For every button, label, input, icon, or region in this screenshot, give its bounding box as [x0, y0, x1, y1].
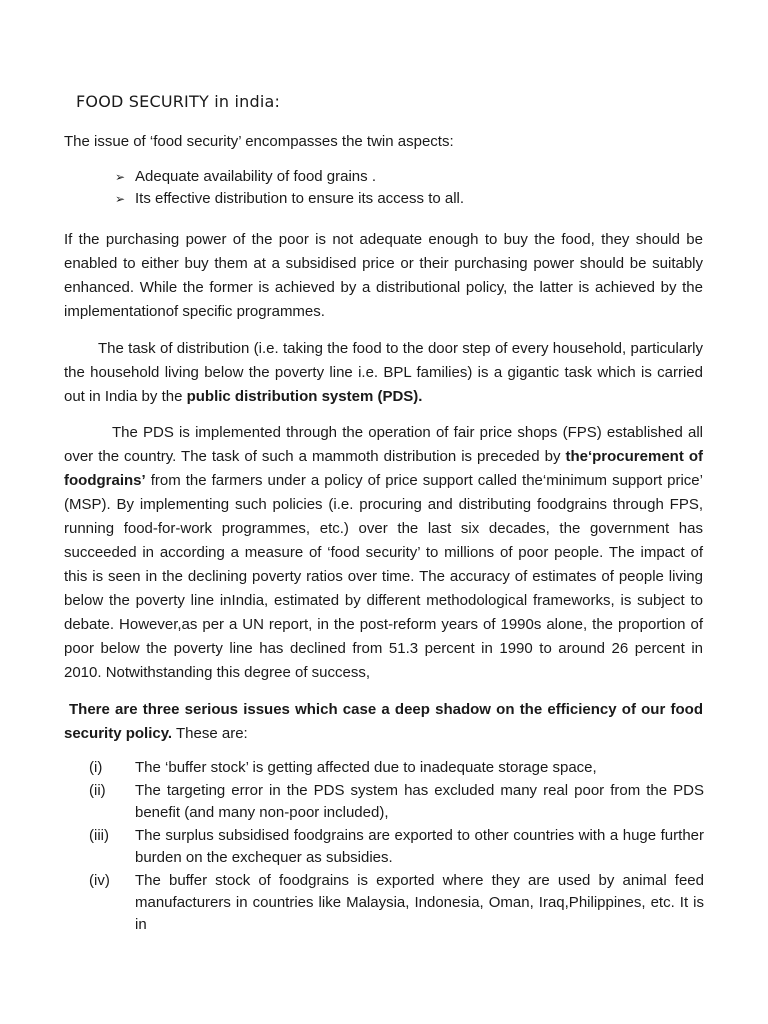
list-item: (iv) The buffer stock of foodgrains is exported where they are used by animal feed manufacturers in countries like Malaysia, Indonesia, Oman, Iraq,Philippines, etc. It is in [89, 872, 704, 933]
issues-list [89, 757, 704, 937]
paragraph-purchasing-power: If the purchasing power of the poor is not adequate enough to buy the food, they should be enabled to either buy them at a subsidised price or their purchasing power should be suitably enhanced. While the former is achieved by a distributional policy, the latter is achieved by the implementationof specific programmes. [64, 231, 703, 320]
paragraph-pds: The PDS is implemented through the operation of fair price shops (FPS) established all over the country. The task of such a mammoth distribution is preceded by the‘procurement of foodgrains’ from the farmers under a policy of price support called the‘minimum support price’ (MSP). By implementing such policies (i.e. procuring and distributing foodgrains through FPS, running food-for-work programmes, etc.) over the last six decades, the government has succeeded in according a measure of ‘food security’ to millions of poor people. The impact of this is seen in the declining poverty ratios over time. The accuracy of estimates of people living below the poverty line inIndia, estimated by different methodological frameworks, is subject to debate. However,as per a UN report, in the post-reform years of 1990s alone, the proportion of poor below the poverty line has declined from 51.3 percent in 1990 to around 26 percent in 2010. Notwithstanding this degree of success, [64, 424, 703, 681]
paragraph-distribution: The task of distribution (i.e. taking the food to the door step of every household, particularly the household living below the poverty line i.e. BPL families) is a gigantic task which is carried out in India by the public distribution system (PDS). [64, 340, 703, 405]
paragraph-issues-intro: There are three serious issues which case a deep shadow on the efficiency of our food security policy. These are: [64, 701, 703, 742]
aspects-list [115, 166, 464, 210]
list-item: (iii) The surplus subsidised foodgrains are exported to other countries with a huge further burden on the exchequer as subsidies. [89, 827, 704, 866]
intro-paragraph: The issue of ‘food security’ encompasses the twin aspects: [64, 133, 454, 150]
list-item: (i) The ‘buffer stock’ is getting affected due to inadequate storage space, [89, 759, 597, 776]
arrow-bullet-icon: ➢ [115, 170, 126, 184]
list-item: (ii) The targeting error in the PDS system has excluded many real poor from the PDS benefit (and many non-poor included), [89, 782, 704, 821]
arrow-bullet-icon: ➢ [115, 192, 126, 206]
page-title: FOOD SECURITY in india: [76, 92, 281, 111]
list-item: ➢ Its effective distribution to ensure its access to all. [115, 188, 464, 210]
list-item: ➢ Adequate availability of food grains . [115, 166, 464, 188]
